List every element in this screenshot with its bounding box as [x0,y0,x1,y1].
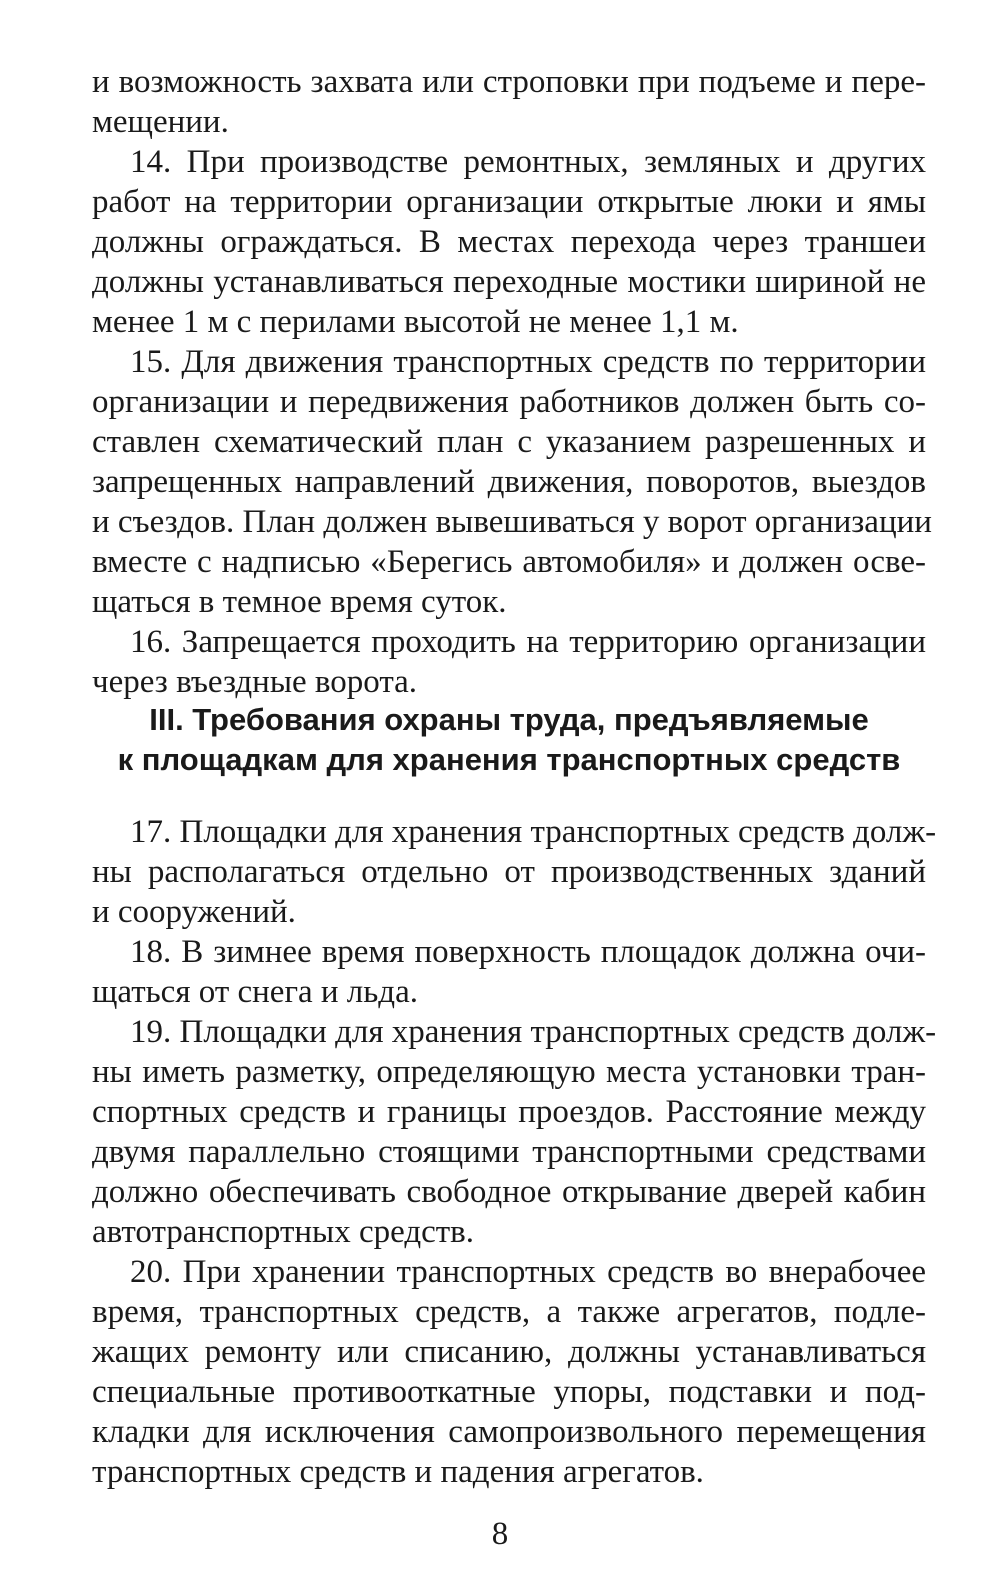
paragraph-line: автотранспортных средств. [92,1214,475,1250]
paragraph-line: двумя параллельно стоящими транспортными средствами [92,1134,926,1170]
paragraph-line: запрещенных направлений движения, поворотов, выездов [92,464,926,500]
paragraph-line: ставлен схематический план с указанием разрешенных и [92,424,926,460]
paragraph-line: должны ограждаться. В местах перехода через траншеи [92,224,926,260]
section-heading-line: III. Требования охраны труда, предъявляемые [149,702,869,737]
paragraph-line: 15. Для движения транспортных средств по территории [130,344,926,380]
paragraph-19 [92,1012,937,1252]
paragraph-line: 17. Площадки для хранения транспортных средств долж- [130,814,937,850]
paragraph-line: и сооружений. [92,894,296,930]
paragraph-line: мещении. [92,104,229,140]
bottom-text-block [92,812,937,1492]
paragraph-13-tail [92,62,926,142]
paragraph-line: организации и передвижения работников должен быть со- [92,384,926,420]
paragraph-line: должно обеспечивать свободное открывание дверей кабин [92,1174,926,1210]
paragraph-20 [92,1252,926,1492]
section-heading-line: к площадкам для хранения транспортных средств [117,742,901,777]
paragraph-line: ны располагаться отдельно от производственных зданий [92,854,926,890]
paragraph-line: транспортных средств и падения агрегатов. [92,1454,704,1490]
paragraph-line: менее 1 м с перилами высотой не менее 1,1 м. [92,304,739,340]
paragraph-line: щаться от снега и льда. [92,974,418,1010]
paragraph-line: через въездные ворота. [92,664,418,700]
paragraph-line: 14. При производстве ремонтных, земляных и других [130,144,926,180]
paragraph-line: щаться в темное время суток. [92,584,507,620]
paragraph-line: специальные противооткатные упоры, подставки и под- [92,1374,926,1410]
paragraph-18 [92,932,926,1012]
paragraph-15 [92,342,932,622]
paragraph-line: спортных средств и границы проездов. Расстояние между [92,1094,926,1130]
paragraph-line: должны устанавливаться переходные мостики шириной не [92,264,926,300]
paragraph-line: вместе с надписью «Берегись автомобиля» и должен осве- [92,544,926,580]
paragraph-16 [92,622,926,702]
paragraph-14 [92,142,926,342]
top-text-block [92,62,932,702]
paragraph-line: 18. В зимнее время поверхность площадок должна очи- [130,934,926,970]
paragraph-line: 16. Запрещается проходить на территорию организации [130,624,926,660]
paragraph-line: работ на территории организации открытые люки и ямы [92,184,926,220]
paragraph-line: и возможность захвата или строповки при подъеме и пере- [92,64,926,100]
paragraph-line: время, транспортных средств, а также агрегатов, подле- [92,1294,926,1330]
section-heading [92,700,926,780]
paragraph-line: 20. При хранении транспортных средств во внерабочее [130,1254,926,1290]
paragraph-line: ны иметь разметку, определяющую места установки тран- [92,1054,926,1090]
page-number: 8 [491,1516,509,1552]
paragraph-17 [92,812,937,932]
paragraph-line: и съездов. План должен вывешиваться у ворот организации [92,504,932,540]
paragraph-line: жащих ремонту или списанию, должны устанавливаться [92,1334,926,1370]
paragraph-line: 19. Площадки для хранения транспортных средств долж- [130,1014,937,1050]
paragraph-line: кладки для исключения самопроизвольного перемещения [92,1414,926,1450]
